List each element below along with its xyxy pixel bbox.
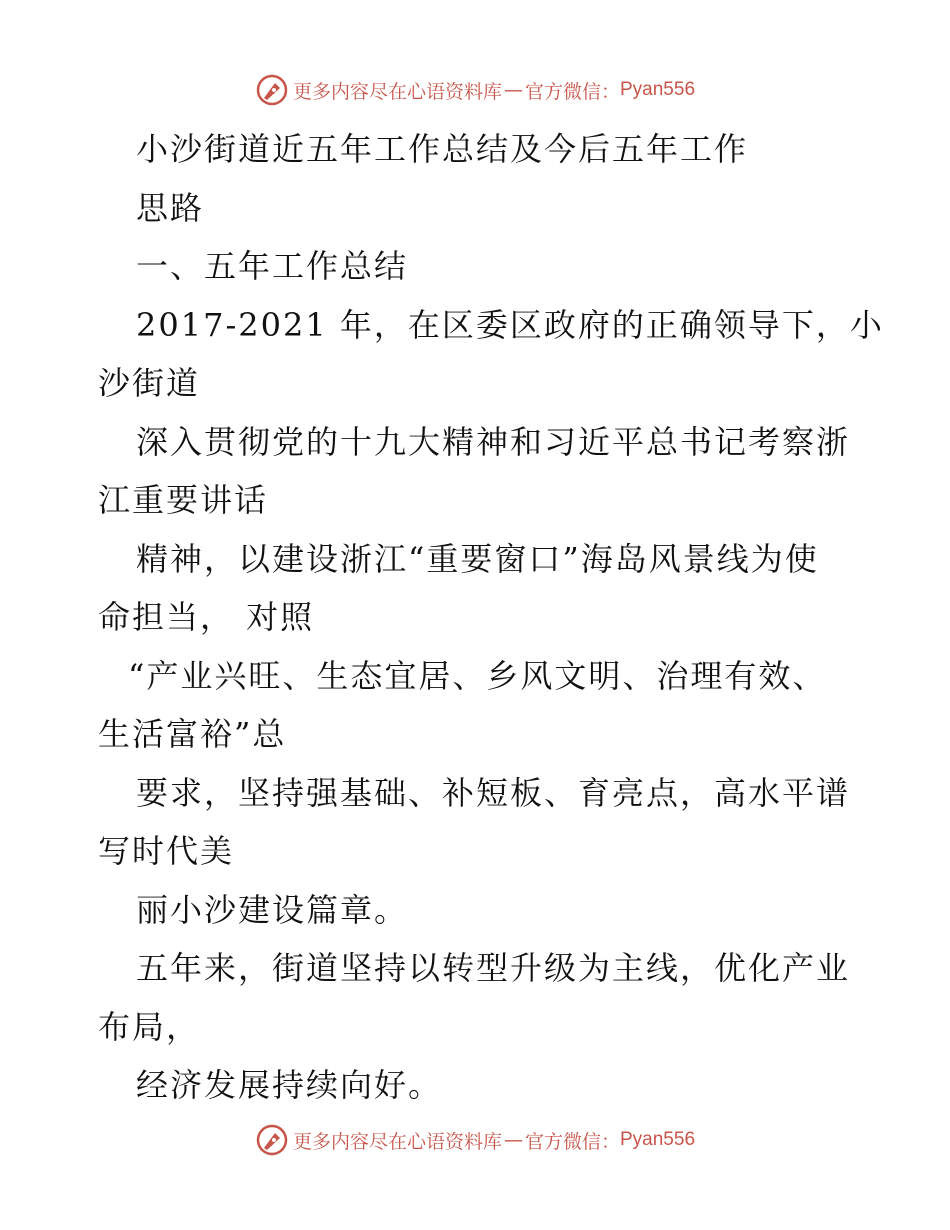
banner-dash: —	[503, 1129, 523, 1151]
paragraph-line: 江重要讲话	[98, 481, 269, 519]
pen-nib-circle-icon	[255, 1123, 289, 1157]
wechat-id: Pyan556	[620, 79, 696, 100]
section-heading: 一、五年工作总结	[136, 247, 409, 285]
document-title-line-2: 思路	[136, 188, 205, 227]
footer-watermark-banner	[0, 1120, 950, 1160]
banner-dash: —	[503, 79, 523, 101]
paragraph-line: 生活富裕”总	[98, 715, 287, 753]
document-body	[98, 120, 884, 1115]
pen-nib-circle-icon	[255, 73, 289, 107]
paragraph-line: 命担当， 对照	[98, 598, 315, 636]
paragraph-line: 2017-2021 年，在区委区政府的正确领导下，小	[136, 305, 884, 344]
paragraph-line: 经济发展持续向好。	[136, 1066, 443, 1104]
paragraph-line: 深入贯彻党的十九大精神和习近平总书记考察浙	[136, 422, 851, 461]
paragraph-line: 丽小沙建设篇章。	[136, 890, 409, 929]
paragraph-line: 五年来，街道坚持以转型升级为主线，优化产业	[136, 949, 851, 987]
document-title-line-1: 小沙街道近五年工作总结及今后五年工作	[136, 130, 749, 168]
official-wechat-label: 官方微信：	[524, 80, 620, 103]
paragraph-line: 沙街道	[98, 364, 201, 402]
paragraph-line: 精神，以建设浙江“重要窗口”海岛风景线为使	[136, 539, 819, 578]
library-text: 更多内容尽在心语资料库	[292, 1130, 502, 1153]
wechat-id: Pyan556	[620, 1129, 696, 1150]
header-watermark-banner	[0, 70, 950, 110]
paragraph-line: 要求，坚持强基础、补短板、育亮点，高水平谱	[136, 773, 851, 812]
paragraph-line: 写时代美	[98, 832, 235, 870]
library-text: 更多内容尽在心语资料库	[292, 80, 502, 103]
paragraph-line: 布局，	[98, 1007, 201, 1046]
official-wechat-label: 官方微信：	[524, 1130, 620, 1153]
paragraph-line: “产业兴旺、生态宜居、乡风文明、治理有效、	[128, 656, 827, 695]
